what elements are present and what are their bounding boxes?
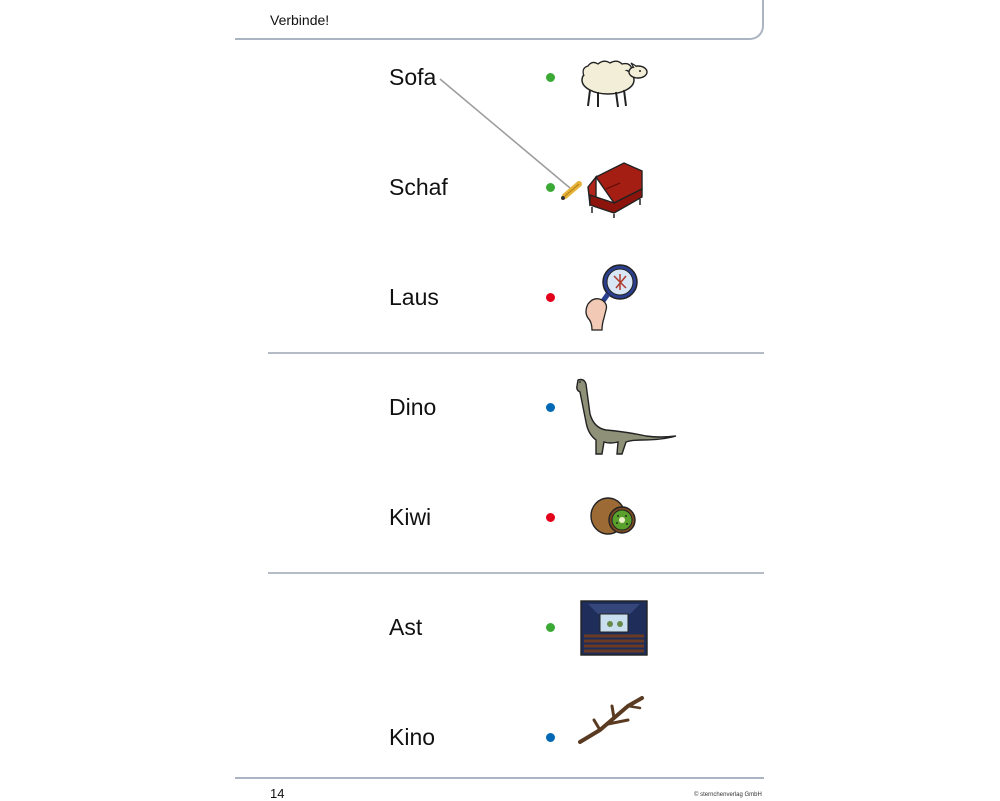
pencil-icon <box>561 184 579 200</box>
word-dino[interactable]: Dino <box>389 394 437 420</box>
section-divider-1 <box>268 352 764 354</box>
kiwi-icon <box>588 494 640 538</box>
connect-dot-6[interactable] <box>546 623 555 632</box>
footer-line <box>235 777 764 779</box>
cinema-icon <box>580 600 648 656</box>
word-kiwi[interactable]: Kiwi <box>389 504 432 530</box>
connect-dot-3[interactable] <box>546 293 555 302</box>
word-sofa[interactable]: Sofa <box>389 64 437 90</box>
word-laus[interactable]: Laus <box>389 284 439 310</box>
magnifying-glass-icon <box>582 262 642 334</box>
section-divider-2 <box>268 572 764 574</box>
branch-icon <box>578 696 648 746</box>
connect-dot-5[interactable] <box>546 513 555 522</box>
word-ast[interactable]: Ast <box>389 614 423 640</box>
page-number: 14 <box>270 786 285 801</box>
dinosaur-icon <box>568 376 678 456</box>
connect-dot-7[interactable] <box>546 733 555 742</box>
word-schaf[interactable]: Schaf <box>389 174 448 200</box>
page-title: Verbinde! <box>270 12 330 28</box>
word-kino[interactable]: Kino <box>389 724 436 750</box>
copyright-notice: © sternchenverlag GmbH <box>694 792 762 798</box>
connect-dot-4[interactable] <box>546 403 555 412</box>
